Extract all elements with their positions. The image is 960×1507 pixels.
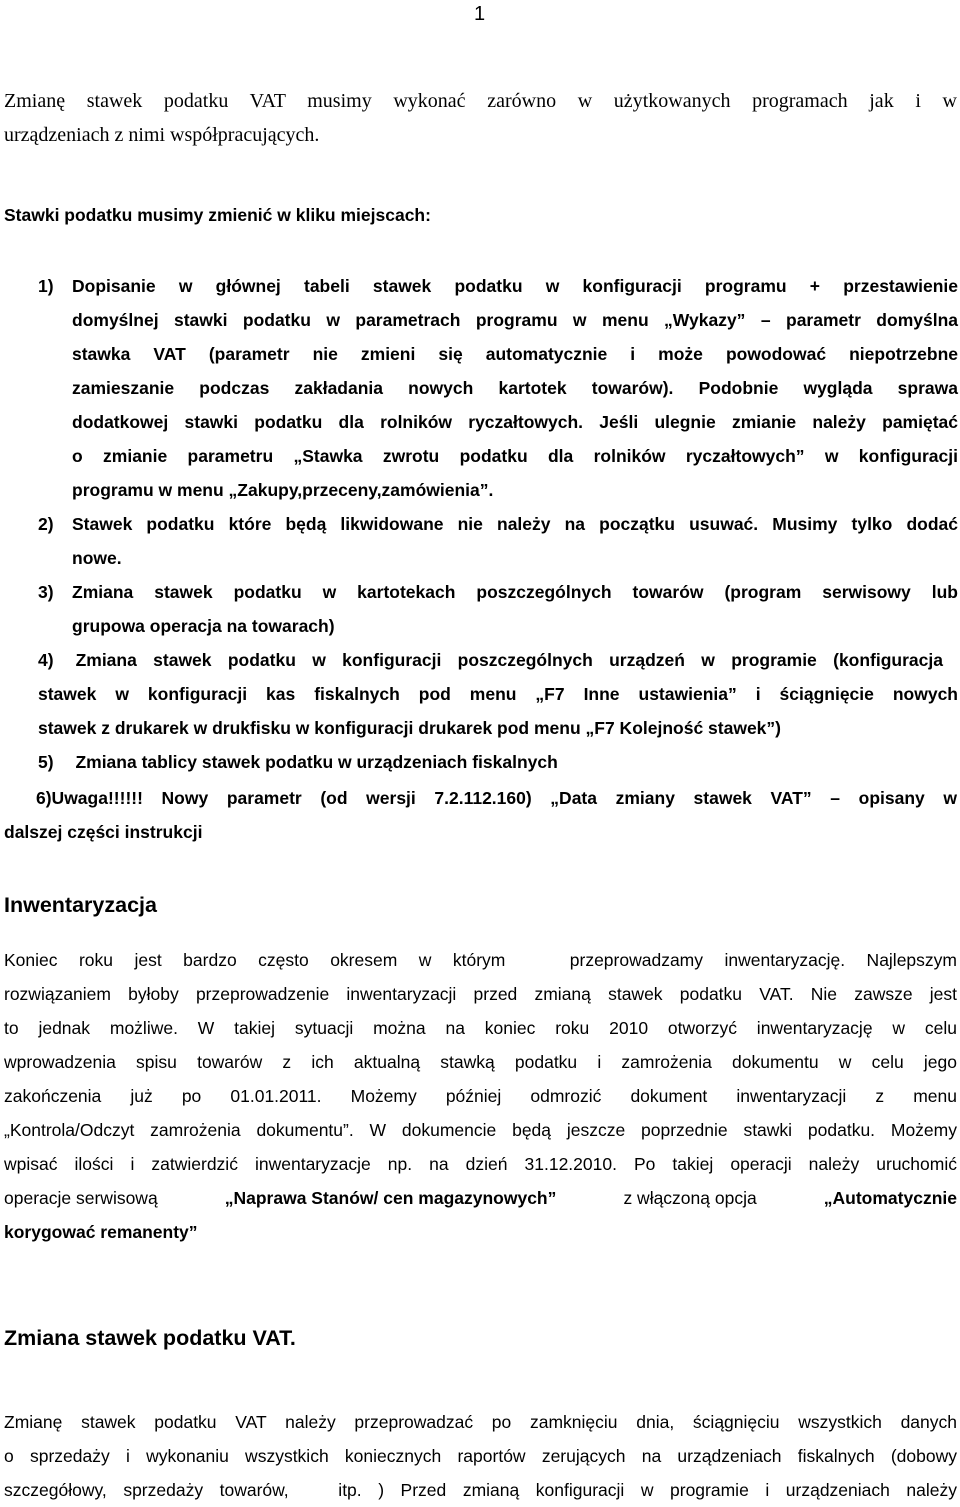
list-item-1-number: 1) (38, 276, 54, 296)
list-item-4-line-1 (38, 643, 943, 677)
list-item-1-line-6: o zmianie parametru „Stawka zwrotu podatku dla rolników ryczałtowych” w konfiguracji (72, 446, 958, 466)
list-item-4-number: 4) (38, 650, 54, 670)
list-item-3-number: 3) (38, 582, 54, 602)
inventory-line-5: zakończenia już po 01.01.2011. Możemy później odmrozić dokument inwentaryzacji z menu (4, 1086, 957, 1106)
list-item-2 (38, 507, 958, 575)
section-heading-vat: Zmiana stawek podatku VAT. (4, 1326, 296, 1350)
inventory-line-2: rozwiązaniem byłoby przeprowadzenie inwentaryzacji przed zmianą stawek podatku VAT. Nie zawsze jest (4, 984, 957, 1004)
inventory-line-8-d: „Automatycznie (823, 1188, 957, 1208)
section-heading-inventory: Inwentaryzacja (4, 893, 157, 917)
list-item-1-line-7: programu w menu „Zakupy,przeceny,zamówienia”. (72, 480, 494, 500)
list-item-1-line-4: zamieszanie podczas zakładania nowych kartotek towarów). Podobnie wygląda sprawa (72, 378, 958, 398)
list-item-4-line-1-text: Zmiana stawek podatku w konfiguracji poszczególnych urządzeń w programie (konfiguracja (75, 650, 943, 670)
list-item-5-line-1: Zmiana tablicy stawek podatku w urządzeniach fiskalnych (75, 752, 558, 772)
list-item-2-number: 2) (38, 514, 54, 534)
inventory-line-3: to jednak możliwe. W takiej sytuacji można na koniec roku 2010 otworzyć inwentaryzację w celu (4, 1018, 957, 1038)
list-item-5 (38, 745, 958, 779)
list-item-1-line-3: stawka VAT (parametr nie zmieni się automatycznie i może powodować niepotrzebne (72, 344, 958, 364)
inventory-line-8-a: operacje serwisową (4, 1188, 158, 1208)
list-item-1 (38, 269, 958, 507)
inventory-line-9: korygować remanenty” (4, 1222, 198, 1242)
list-item-6-line-2: dalszej części instrukcji (4, 822, 203, 842)
vat-line-2: o sprzedaży i wykonaniu wszystkich koniecznych raportów zerujących na urządzeniach fiskalnych (dobowy (4, 1446, 957, 1466)
list-item-3-line-1: Zmiana stawek podatku w kartotekach poszczególnych towarów (program serwisowy lub (72, 582, 958, 602)
list-item-1-line-1: Dopisanie w głównej tabeli stawek podatku w konfiguracji programu + przestawienie (72, 276, 958, 296)
inventory-line-8-c: z włączoną opcja (623, 1188, 757, 1208)
list-item-4 (38, 643, 958, 745)
list-item-4-line-3: stawek z drukarek w drukfisku w konfiguracji drukarek pod menu „F7 Kolejność stawek”) (38, 718, 781, 738)
list-item-6-line-1: 6)Uwaga!!!!!! Nowy parametr (od wersji 7.2.112.160) „Data zmiany stawek VAT” – opisany w (36, 788, 957, 808)
inventory-line-4: wprowadzenia spisu towarów z ich aktualną stawką podatku i zamrożenia dokumentu w celu jego (4, 1052, 957, 1072)
list-item-2-line-2: nowe. (72, 548, 122, 568)
list-item-5-number: 5) (38, 752, 54, 772)
list-item-6 (4, 781, 957, 849)
inventory-line-1: Koniec roku jest bardzo często okresem w którym przeprowadzamy inwentaryzację. Najlepszym (4, 950, 957, 970)
intro-paragraph (4, 84, 957, 152)
list-item-1-line-5: dodatkowej stawki podatku dla rolników ryczałtowych. Jeśli ulegnie zmianie należy pamiętać (72, 412, 958, 432)
vat-paragraph (4, 1405, 957, 1507)
inventory-line-8 (4, 1181, 957, 1215)
vat-line-1: Zmianę stawek podatku VAT należy przeprowadzać po zamknięciu dnia, ściągnięciu wszystkich danych (4, 1412, 957, 1432)
list-item-1-line-2: domyślnej stawki podatku w parametrach programu w menu „Wykazy” – parametr domyślna (72, 310, 958, 330)
page-number: 1 (474, 3, 486, 25)
list-item-4-line-2: stawek w konfiguracji kas fiskalnych pod menu „F7 Inne ustawienia” i ściągnięcie nowych (38, 684, 958, 704)
intro-line-2: urządzeniach z nimi współpracujących. (4, 124, 320, 146)
vat-line-3: szczegółowy, sprzedaży towarów, itp. ) Przed zmianą konfiguracji w programie i urządzeniach należy (4, 1480, 957, 1500)
list-item-2-line-1: Stawek podatku które będą likwidowane nie należy na początku usuwać. Musimy tylko dodać (72, 514, 958, 534)
list-item-3 (38, 575, 958, 643)
inventory-line-7: wpisać ilości i zatwierdzić inwentaryzacje np. na dzień 31.12.2010. Po takiej operacji należy uruchomić (4, 1154, 957, 1174)
inventory-paragraph (4, 943, 957, 1249)
intro-line-1: Zmianę stawek podatku VAT musimy wykonać zarówno w użytkowanych programach jak i w (4, 90, 957, 112)
inventory-line-8-b: „Naprawa Stanów/ cen magazynowych” (224, 1188, 557, 1208)
lead-text: Stawki podatku musimy zmienić w kliku miejscach: (4, 205, 431, 225)
inventory-line-6: „Kontrola/Odczyt zamrożenia dokumentu”. W dokumencie będą jeszcze poprzednie stawki podatku. Możemy (4, 1120, 957, 1140)
list-item-3-line-2: grupowa operacja na towarach) (72, 616, 335, 636)
